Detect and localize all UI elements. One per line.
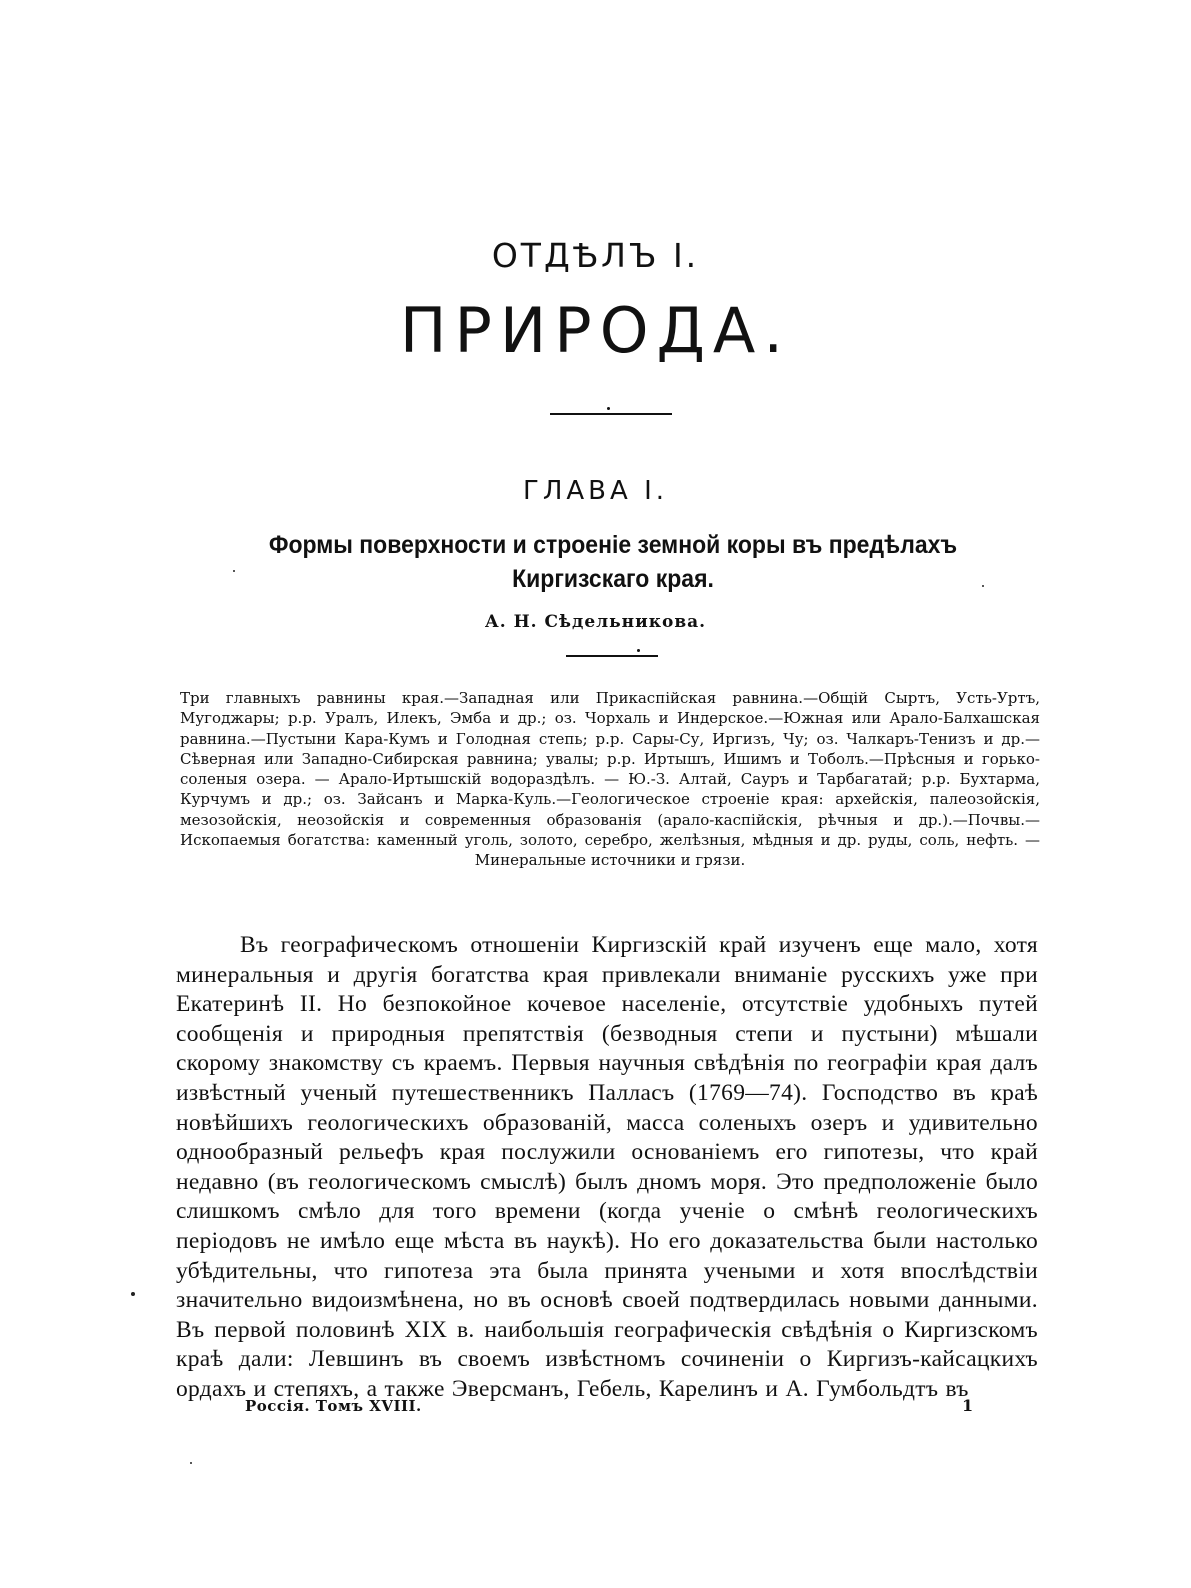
body-paragraph: Въ географическомъ отношеніи Киргизскій край изученъ еще мало, хотя минеральныя и другія богатства края привлекали вниманіе русскихъ уже при Екатеринѣ II. Но безпокойное кочевое населеніе, отсутствіе удобныхъ путей сообщенія и природныя препятствія (безводныя степи и пустыни) мѣшали скорому знакомству съ краемъ. Первыя научныя свѣдѣнія по географіи края далъ извѣстный ученый путешественникъ Палласъ (1769—74). Господство въ краѣ новѣйшихъ геологическихъ образованій, масса соленыхъ озеръ и удивительно однообразный рельефъ края послужили основаніемъ его гипотезы, что край недавно (въ геологическомъ смыслѣ) былъ дномъ моря. Это предположеніе было слишкомъ смѣло для того времени (когда ученіе о смѣнѣ геологическихъ періодовъ не имѣло еще мѣста въ наукѣ). Но его доказательства были настолько убѣдительны, что гипотеза эта была принята учеными и хотя впослѣдствіи значительно видоизмѣнена, но въ основѣ своей подтвердилась новыми данными. Въ первой половинѣ XIX в. наибольшія географическія свѣдѣнія о Киргизскомъ краѣ дали: Левшинъ въ своемъ извѣстномъ сочиненіи о Киргизъ-кайсацкихъ ордахъ и степяхъ, а также Эверсманъ, Гебель, Карелинъ и А. Гумбольдтъ въ [176,932,1038,1402]
part-title: ПРИРОДА. [399,294,792,367]
chapter-subtitle: Формы поверхности и строеніе земной коры въ предѣлахъ Киргизскаго края. [268,531,958,593]
print-speck [190,1462,192,1464]
ornament-dot-bottom [637,649,640,652]
chapter-title: ГЛАВА I. [522,476,668,506]
ornament-rule-top [550,413,672,415]
chapter-abstract: Три главныхъ равнины края.—Западная или Прикаспійская равнина.—Общій Сыртъ, Усть-Уртъ, Мугоджары; р.р. Уралъ, Илекъ, Эмба и др.; оз. Чорхаль и Индерское.—Южная или Арало-Балхашская равнина.—Пустыни Кара-Кумъ и Голодная степь; р.р. Сары-Су, Иргизъ, Чу; оз. Чалкаръ-Тенизъ и др.—Сѣверная или Западно-Сибирская равнина; увалы; р.р. Иртышъ, Ишимъ и Тоболъ.—Прѣсныя и горько-соленыя озера. — Арало-Иртышскій водораздѣлъ. — Ю.-З. Алтай, Сауръ и Тарбагатай; р.р. Бухтарма, Курчумъ и др.; оз. Зайсанъ и Марка-Куль.—Геологическое строеніе края: архейскія, палеозойскія, мезозойскія, неозойскія и современныя образованія (арало-каспійскія, рѣчныя и др.).—Почвы.—Ископаемыя богатства: каменный уголь, золото, серебро, желѣзныя, мѣдныя и др. руды, соль, нефть. — Минеральные источники и грязи. [180,689,1040,870]
ornament-rule-bottom [566,655,658,657]
ornament-dot-top [607,407,610,410]
author-line: А. Н. Сѣдельникова. [484,612,707,632]
print-speck [982,585,984,587]
print-speck [233,570,235,572]
page-number: 1 [962,1396,974,1415]
footer-volume: Россія. Томъ XVIII. [245,1397,422,1415]
print-speck [131,1292,135,1296]
section-label: ОТДѢЛЪ I. [491,236,700,275]
